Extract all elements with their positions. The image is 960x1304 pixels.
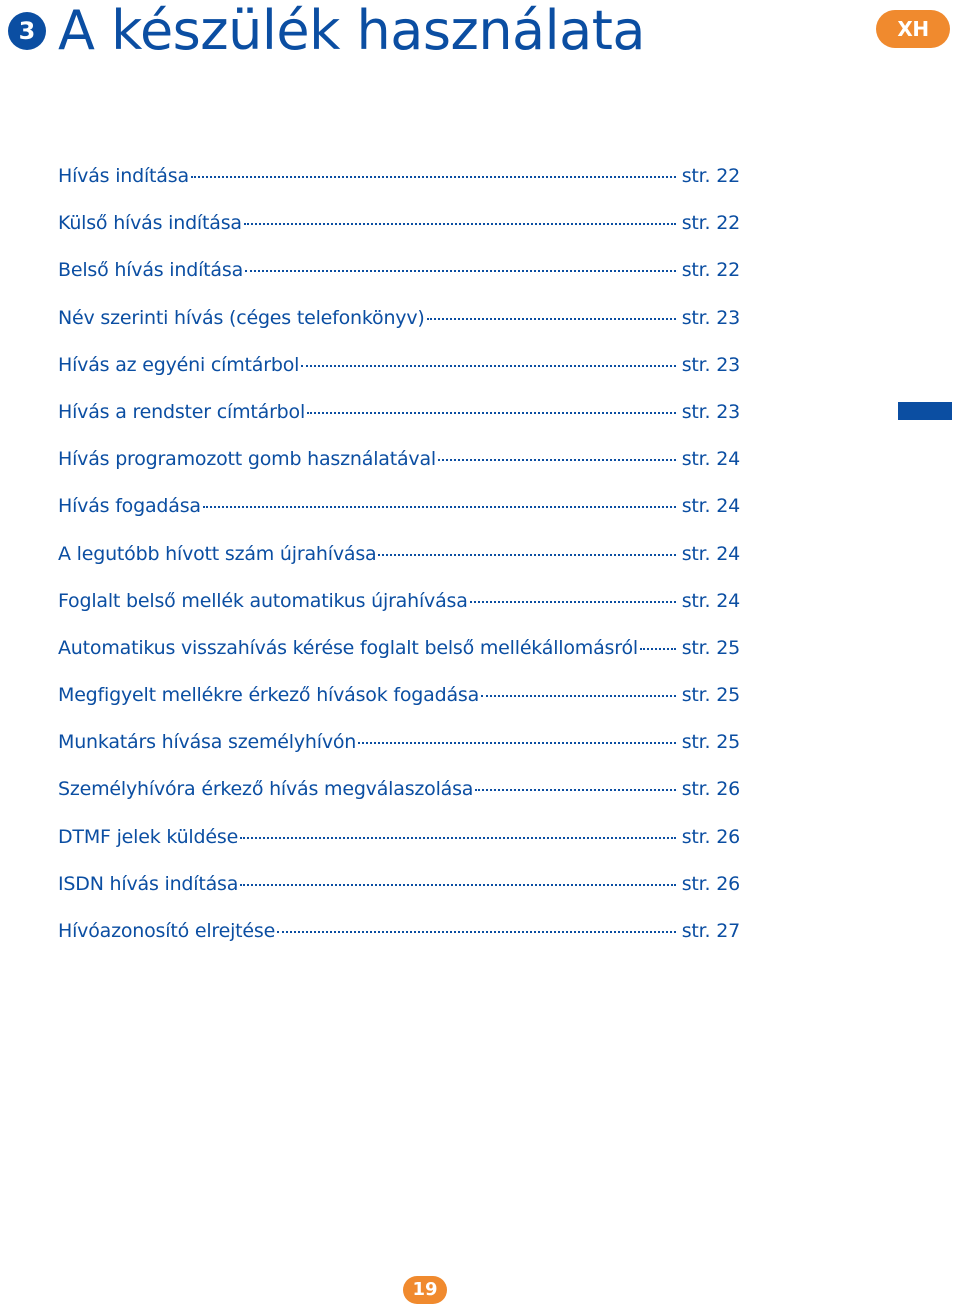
dot-leader	[640, 648, 676, 650]
toc-item-label: Megfigyelt mellékre érkező hívások fogadása	[58, 684, 480, 707]
toc-item-label: ISDN hívás indítása	[58, 872, 239, 895]
toc-item-page: str. 24	[681, 542, 740, 565]
toc-item[interactable]	[58, 448, 740, 495]
toc-item-label: Személyhívóra érkező hívás megválaszolása	[58, 778, 474, 801]
toc-item-page: str. 22	[681, 212, 740, 235]
toc-item-page: str. 24	[681, 589, 740, 612]
toc-item[interactable]	[58, 873, 740, 920]
toc-item-label: Munkatárs hívása személyhívón	[58, 731, 357, 754]
dot-leader	[301, 365, 676, 367]
page-title: A készülék használata	[58, 0, 646, 62]
toc-item-page: str. 26	[681, 778, 740, 801]
product-badge: XH	[876, 10, 950, 48]
toc-item[interactable]	[58, 590, 740, 637]
toc-item-label: Belső hívás indítása	[58, 259, 244, 282]
toc-item-page: str. 23	[681, 353, 740, 376]
toc-item-page: str. 27	[681, 920, 740, 942]
toc-item-label: Hívás indítása	[58, 165, 189, 187]
dot-leader	[245, 270, 676, 272]
toc-item-label: Hívás fogadása	[58, 495, 201, 518]
toc-item-label: Automatikus visszahívás kérése foglalt belső mellékállomásról	[58, 636, 638, 659]
side-tab-marker	[898, 402, 952, 420]
toc-item[interactable]	[58, 212, 740, 259]
toc-item[interactable]	[58, 307, 740, 354]
toc-item-label: DTMF jelek küldése	[58, 825, 239, 848]
toc-item-label: Külső hívás indítása	[58, 212, 242, 235]
dot-leader	[307, 412, 676, 414]
toc-item[interactable]	[58, 543, 740, 590]
dot-leader	[191, 176, 676, 178]
toc-item-page: str. 24	[681, 495, 740, 518]
dot-leader	[244, 223, 676, 225]
dot-leader	[240, 837, 676, 839]
dot-leader	[470, 601, 676, 603]
toc-item-page: str. 23	[681, 306, 740, 329]
dot-leader	[475, 789, 675, 791]
toc-item-page: str. 22	[681, 165, 740, 187]
toc-item-label: Hívóazonosító elrejtése	[58, 920, 276, 942]
toc-item-label: Hívás az egyéni címtárbol	[58, 353, 300, 376]
toc-item[interactable]	[58, 920, 740, 967]
toc-item-page: str. 25	[681, 731, 740, 754]
toc-item[interactable]	[58, 354, 740, 401]
toc-item-page: str. 22	[681, 259, 740, 282]
toc-item[interactable]	[58, 731, 740, 778]
page-number-badge: 19	[403, 1276, 447, 1304]
toc-item[interactable]	[58, 778, 740, 825]
toc-item[interactable]	[58, 684, 740, 731]
toc-item-page: str. 23	[681, 400, 740, 423]
toc-item-label: Név szerinti hívás (céges telefonkönyv)	[58, 306, 425, 329]
dot-leader	[277, 931, 676, 933]
dot-leader	[438, 459, 676, 461]
toc-item-page: str. 26	[681, 872, 740, 895]
toc-item-label: Foglalt belső mellék automatikus újrahívása	[58, 589, 468, 612]
toc-item-label: Hívás a rendster címtárbol	[58, 400, 306, 423]
toc-item[interactable]	[58, 495, 740, 542]
dot-leader	[481, 695, 676, 697]
toc-item[interactable]	[58, 401, 740, 448]
toc-item[interactable]	[58, 259, 740, 306]
dot-leader	[240, 884, 676, 886]
toc-item-page: str. 25	[681, 684, 740, 707]
dot-leader	[378, 554, 675, 556]
dot-leader	[358, 742, 676, 744]
chapter-number-badge: 3	[8, 12, 46, 50]
table-of-contents	[58, 165, 740, 967]
toc-item[interactable]	[58, 826, 740, 873]
toc-item-page: str. 24	[681, 448, 740, 471]
toc-item[interactable]	[58, 637, 740, 684]
toc-item-label: Hívás programozott gomb használatával	[58, 448, 436, 471]
toc-item-page: str. 26	[681, 825, 740, 848]
toc-item[interactable]	[58, 165, 740, 212]
toc-item-label: A legutóbb hívott szám újrahívása	[58, 542, 377, 565]
toc-item-page: str. 25	[681, 636, 740, 659]
dot-leader	[203, 506, 676, 508]
dot-leader	[427, 318, 676, 320]
